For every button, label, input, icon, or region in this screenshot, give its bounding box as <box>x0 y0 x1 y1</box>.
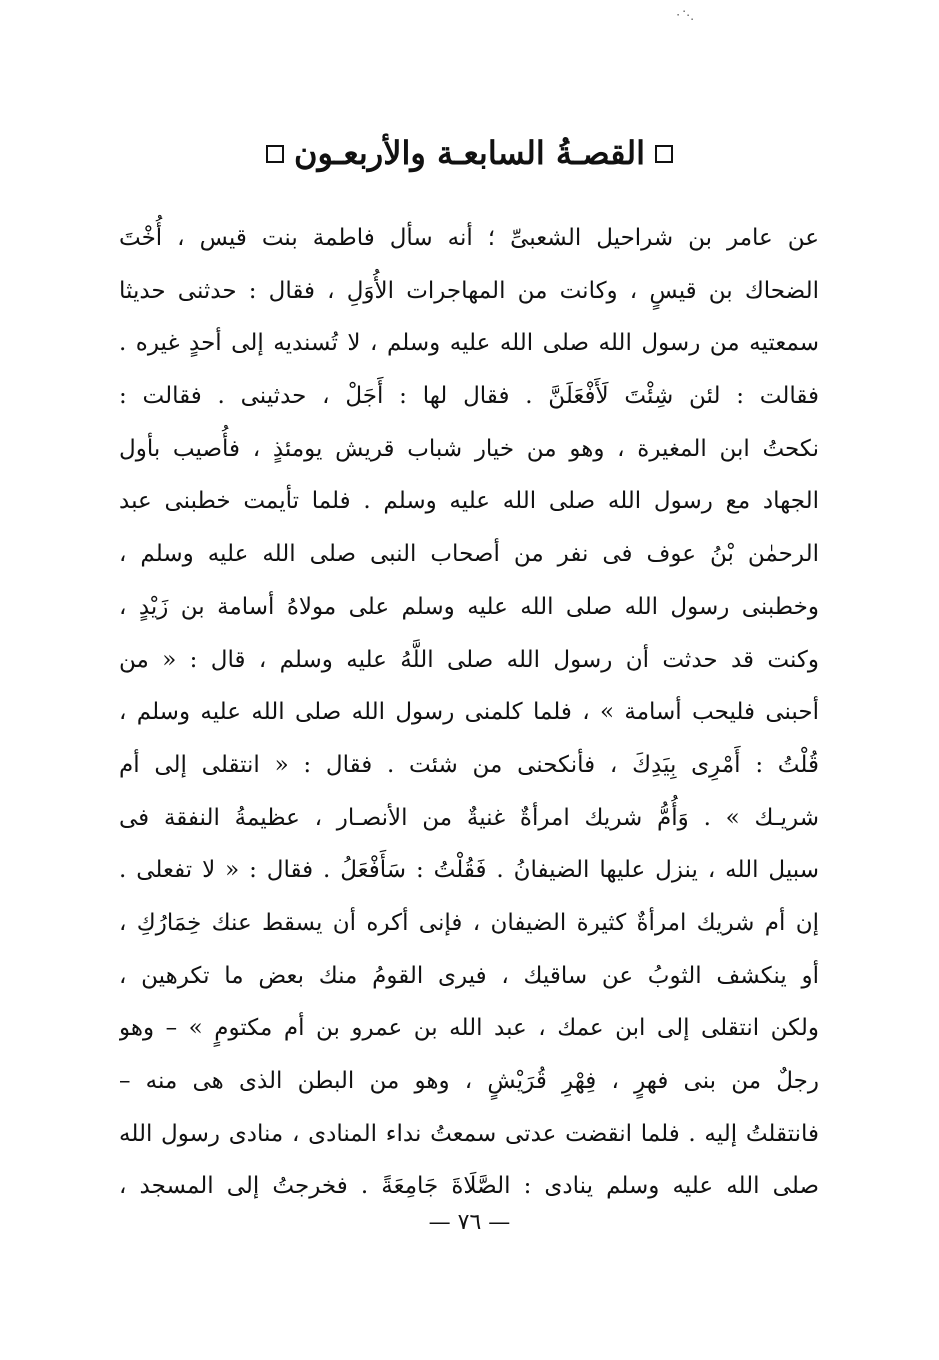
text-line: الضحاك بن قيسٍ ، وكانت من المهاجرات الأُوَلِ ، فقال : حدثنى حديثا <box>119 277 819 304</box>
text-line: الرحمٰن بْنُ عوف فى نفر من أصحاب النبى صلى الله عليه وسلم ، <box>119 541 819 568</box>
chapter-heading <box>0 128 939 178</box>
text-line: سمعتيه من رسول الله صلى الله عليه وسلم ، لا تُسنديه إلى أحدٍ غيره . <box>119 330 819 357</box>
text-line: عن عامر بن شراحيل الشعبىِّ ؛ أنه سأل فاطمة بنت قيس ، أُخْتَ <box>119 225 819 251</box>
square-ornament-icon <box>655 145 673 163</box>
square-ornament-icon <box>266 145 284 163</box>
text-line: شريـك » . وَأُمُّ شريك امرأةٌ غنيةٌ من الأنصـار ، عظيمةُ النفقة فى <box>119 804 819 831</box>
story-body <box>119 212 819 1213</box>
text-line: رجلٌ من بنى فهرٍ ، فِهْرِ قُرَيْشٍ ، وهو من البطن الذى هى منه – <box>119 1068 819 1094</box>
text-line: سبيل الله ، ينزل عليها الضيفانُ . فَقُلْتُ : سَأَفْعَلُ . فقال : « لا تفعلى . <box>119 857 819 884</box>
page-number: — ٧٦ — <box>428 1210 511 1235</box>
text-line: إن أم شريك امرأةٌ كثيرة الضيفان ، فإنى أكره أن يسقط عنك خِمَارُكِ ، <box>119 909 819 936</box>
text-line: أحبنى فليحب أسامة » ، فلما كلمنى رسول الله صلى الله عليه وسلم ، <box>119 699 819 726</box>
text-line: ولكن انتقلى إلى ابن عمك ، عبد الله بن عمرو بن أم مكتومٍ » – وهو <box>119 1015 819 1042</box>
text-line: وكنت قد حدثت أن رسول الله صلى اللَّهُ عليه وسلم ، قال : « من <box>119 646 819 673</box>
text-line: قُلْتُ : أَمْرِى بِيَدِكَ ، فأنكحنى من شئت . فقال : « انتقلى إلى أم <box>119 751 819 778</box>
scan-speck-marks: ⋰⋅ <box>676 8 697 22</box>
text-line: أو ينكشف الثوبُ عن ساقيك ، فيرى القومُ منك بعض ما تكرهين ، <box>119 962 819 989</box>
text-line: صلى الله عليه وسلم ينادى : الصَّلَاةَ جَامِعَةً . فخرجتُ إلى المسجد ، <box>119 1173 819 1200</box>
text-line: نكحتُ ابن المغيرة ، وهو من خيار شباب قريش يومئذٍ ، فأُصيب بأول <box>119 435 819 462</box>
text-line: فانتقلتُ إليه . فلما انقضت عدتى سمعتُ نداء المنادى ، منادى رسول الله <box>119 1120 819 1147</box>
text-line: فقالت : لئن شِئْتَ لَأَفْعَلَنَّ . فقال لها : أَجَلْ ، حدثينى . فقالت : <box>119 383 819 410</box>
chapter-title: القصـةُ السابعـة والأربعـون <box>294 134 645 172</box>
text-line: وخطبنى رسول الله صلى الله عليه وسلم على مولاهُ أسامة بن زَيْدٍ ، <box>119 593 819 620</box>
text-line: الجهاد مع رسول الله صلى الله عليه وسلم . فلما تأيمت خطبنى عبد <box>119 488 819 515</box>
